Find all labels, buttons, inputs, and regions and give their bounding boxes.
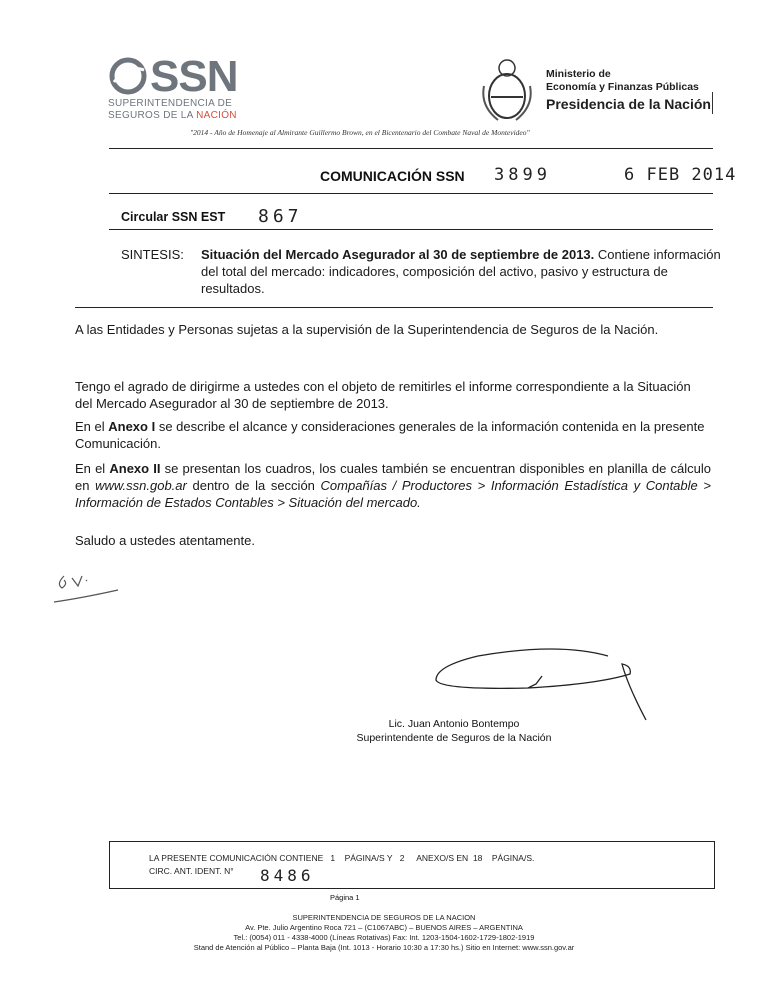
org-name-line1: SUPERINTENDENCIA DE	[108, 98, 233, 109]
footer-org: SUPERINTENDENCIA DE SEGUROS DE LA NACION	[292, 913, 476, 922]
previous-circular-number: 8486	[260, 866, 315, 885]
header-divider	[712, 92, 713, 114]
communication-number: 3899	[494, 165, 551, 185]
national-coat-of-arms-icon	[478, 56, 536, 124]
ssn-logo-text: SSN	[150, 52, 238, 101]
presidency-name: Presidencia de la Nación	[546, 96, 711, 112]
paragraph-3: En el Anexo II se presentan los cuadros, los cuales también se encuentran disponibles en planilla de cálculo en www.ssn.gob.ar dentro de la sección Compañías / Productores > Información Estadística y Contable > Información de Estados Contables > Situación del mercado.	[75, 461, 711, 510]
signatory-title: Superintendente de Seguros de la Nación	[356, 732, 552, 744]
communication-date: 6 FEB 2014	[624, 165, 737, 185]
footer-phones: Tel.: (0054) 011 - 4338-4000 (Líneas Rotativas) Fax: Int. 1203-1504-1602-1729-1802-1919	[233, 933, 535, 942]
signatory-name: Lic. Juan Antonio Bontempo	[388, 718, 520, 730]
org-name-line2: SEGUROS DE LA NACIÓN	[108, 110, 237, 121]
circular-label: Circular SSN EST	[121, 210, 226, 224]
website-link[interactable]: www.ssn.gob.ar	[95, 478, 187, 493]
top-rule	[109, 148, 713, 149]
previous-circular-label: CIRC. ANT. IDENT. N°	[149, 866, 234, 876]
paragraph-1: Tengo el agrado de dirigirme a ustedes con el objeto de remitirles el informe correspondiente a la Situación del Mercado Asegurador al 30 de septiembre de 2013.	[75, 379, 691, 411]
circular-rule	[109, 229, 713, 230]
synthesis-label: SINTESIS:	[121, 247, 184, 262]
closing: Saludo a ustedes atentamente.	[75, 533, 255, 548]
paragraph-2: En el Anexo I se describe el alcance y consideraciones generales de la información contenida en la presente Comunicación.	[75, 419, 705, 451]
addressee: A las Entidades y Personas sujetas a la supervisión de la Superintendencia de Seguros de la Nación.	[75, 322, 659, 337]
handwritten-initials	[52, 570, 122, 606]
footer-address: Av. Pte. Julio Argentino Roca 721 – (C1067ABC) – BUENOS AIRES – ARGENTINA	[245, 923, 523, 932]
pages-info-line: LA PRESENTE COMUNICACIÓN CONTIENE 1 PÁGINA/S Y 2 ANEXO/S EN 18 PÁGINA/S.	[149, 853, 535, 863]
year-motto: "2014 - Año de Homenaje al Almirante Guillermo Brown, en el Bicentenario del Combate Naval de Montevideo"	[190, 128, 530, 137]
synthesis-rule	[75, 307, 713, 308]
page-number: Página 1	[330, 893, 360, 902]
signature-drawing	[418, 636, 648, 722]
communication-title: COMUNICACIÓN SSN	[320, 168, 465, 184]
title-rule	[109, 193, 713, 194]
footer-stand: Stand de Atención al Público – Planta Baja (Int. 1013 - Horario 10:30 a 17:30 hs.) Sitio en Internet: www.ssn.gov.ar	[193, 943, 575, 952]
circular-number: 867	[258, 206, 303, 227]
ministry-name: Ministerio de Economía y Finanzas Públicas	[546, 68, 699, 93]
synthesis-text: Situación del Mercado Asegurador al 30 de septiembre de 2013. Contiene información del total del mercado: indicadores, composición del activo, pasivo y estructura de resultados.	[201, 247, 721, 296]
pages-info-box	[109, 841, 715, 889]
ssn-logo-icon	[108, 56, 148, 96]
